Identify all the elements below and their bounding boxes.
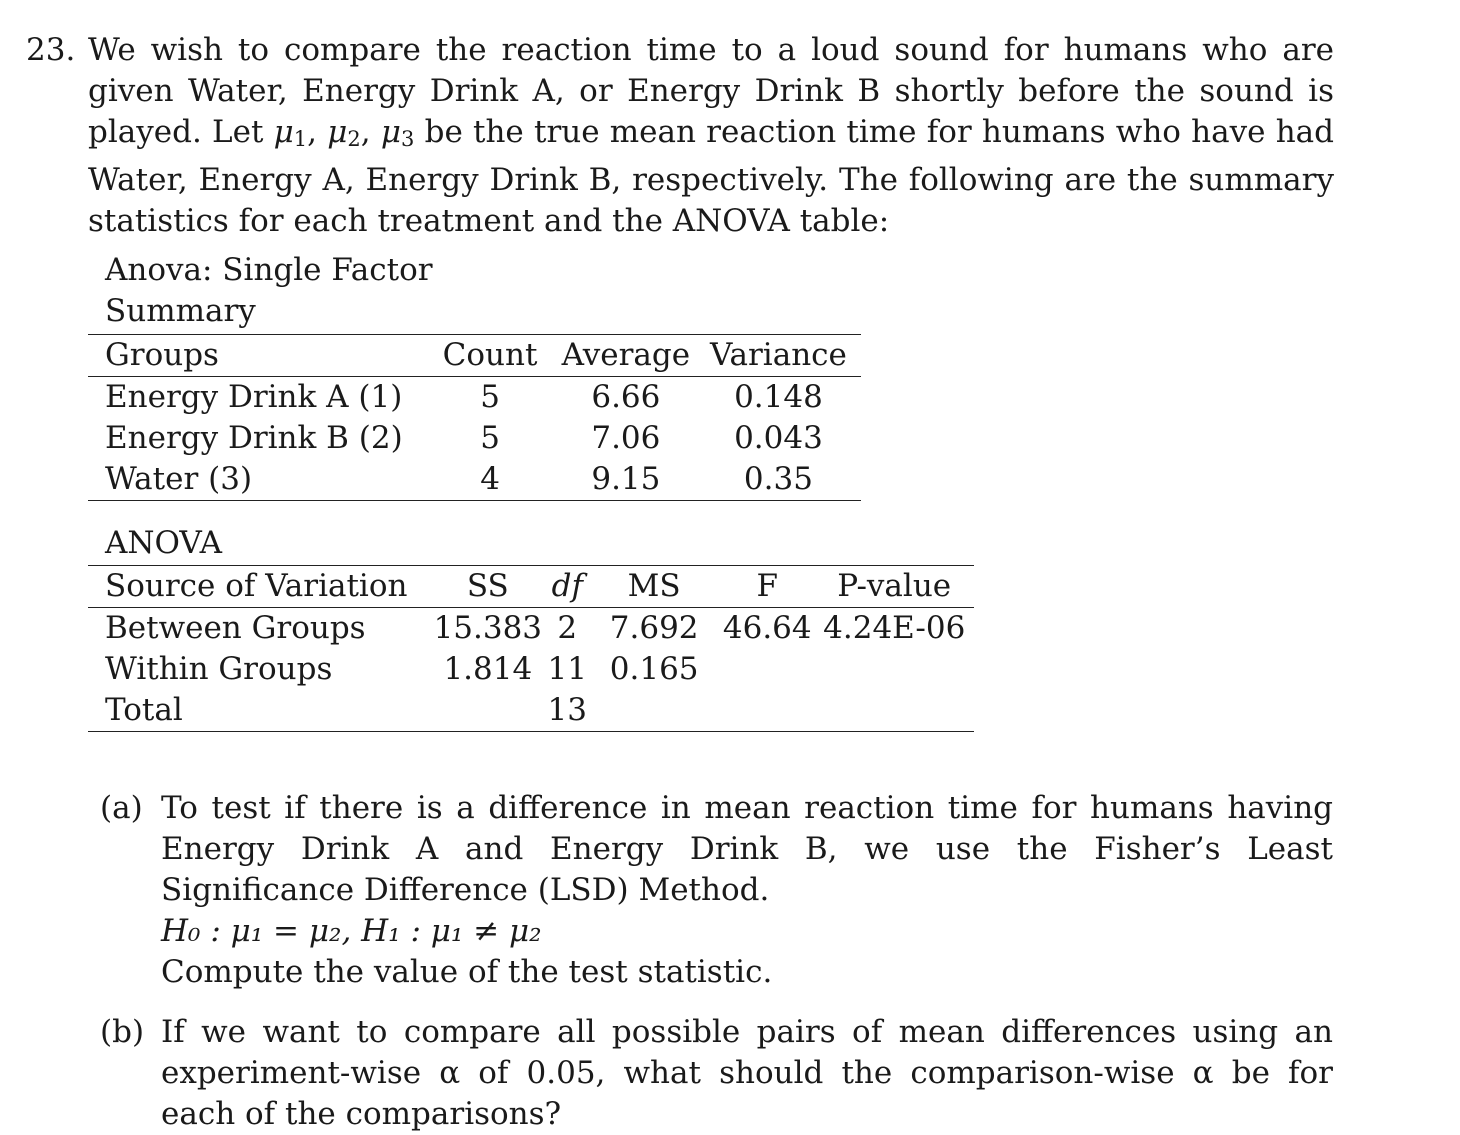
summary-title: Anova: Single Factor	[105, 252, 433, 288]
summary-header-count: Count	[442, 337, 538, 373]
group-name: Energy Drink B (2)	[105, 420, 403, 456]
part-b	[100, 1012, 1336, 1132]
p-value	[814, 690, 974, 732]
p-value	[814, 649, 974, 690]
mu-1: μ1	[273, 114, 308, 151]
anova-header-f: F	[756, 568, 779, 604]
source-label: Between Groups	[105, 610, 366, 646]
group-count: 4	[480, 461, 500, 497]
ss-value	[429, 690, 546, 732]
ss-value: 15.383	[433, 610, 543, 646]
part-b-label: (b)	[100, 1014, 145, 1050]
group-average: 7.06	[591, 420, 661, 456]
mu-3: μ3	[380, 114, 415, 151]
summary-header-average: Average	[561, 337, 691, 373]
ms-value	[588, 690, 720, 732]
p-value: 4.24E-06	[823, 610, 966, 646]
ms-value: 7.692	[609, 610, 699, 646]
part-a-hypothesis: H₀ : μ₁ = μ₂, H₁ : μ₁ ≠ μ₂	[161, 913, 542, 949]
part-a-text: To test if there is a difference in mean reaction time for humans having Energy Drink A and Energy Drink B, we use the Fisher’s Least Significance Difference (LSD) Method.	[161, 790, 1333, 908]
anova-header-row	[88, 566, 974, 608]
group-count: 5	[480, 379, 500, 415]
summary-table	[88, 334, 861, 501]
summary-subtitle: Summary	[105, 293, 256, 329]
group-variance: 0.043	[734, 420, 823, 456]
df-value: 11	[547, 651, 587, 687]
anova-table	[88, 565, 974, 732]
table-row	[88, 649, 974, 690]
f-value	[720, 649, 814, 690]
f-value: 46.64	[722, 610, 812, 646]
mu-2: μ2	[327, 114, 361, 151]
summary-header-groups: Groups	[105, 337, 219, 373]
group-name: Water (3)	[105, 461, 253, 497]
df-value: 2	[557, 610, 578, 646]
question-intro: We wish to compare the reaction time to a loud sound for humans who are given Water, Energy Drink A, or Energy Drink B shortly before the sound is played. Let μ1, μ2, μ3 be the true mean reaction time for humans who have had Water, Energy A, Energy Drink B, respectively. The following are the summary statistics for each treatment and the ANOVA table:	[88, 32, 1334, 239]
intro-text-2: be the true mean reaction time for humans who have had Water, Energy A, Energy Drink B, respectively. The following are the summary statistics for each treatment and the ANOVA table:	[88, 114, 1334, 239]
group-variance: 0.148	[734, 379, 823, 415]
part-b-text: If we want to compare all possible pairs of mean differences using an experiment-wise α of 0.05, what should the comparison-wise α be for each of the comparisons?	[161, 1014, 1333, 1132]
part-a-label: (a)	[100, 790, 143, 826]
part-a-instruction: Compute the value of the test statistic.	[161, 954, 773, 990]
anova-header-ms: MS	[627, 568, 681, 604]
anova-title: ANOVA	[105, 525, 223, 561]
anova-header-df: df	[551, 568, 583, 604]
source-label: Within Groups	[105, 651, 333, 687]
group-average: 6.66	[591, 379, 661, 415]
group-count: 5	[480, 420, 500, 456]
intro-text-1: We wish to compare the reaction time to a loud sound for humans who are given Water, Energy Drink A, or Energy Drink B shortly before the sound is played. Let	[88, 32, 1334, 150]
ss-value: 1.814	[443, 651, 533, 687]
question-number: 23.	[26, 32, 76, 68]
ms-value: 0.165	[609, 651, 699, 687]
table-row	[88, 459, 861, 501]
df-value: 13	[547, 692, 587, 728]
table-row	[88, 690, 974, 732]
source-label: Total	[105, 692, 183, 728]
part-a	[100, 788, 1336, 998]
group-name: Energy Drink A (1)	[105, 379, 403, 415]
table-row	[88, 377, 861, 419]
summary-header-row	[88, 335, 861, 377]
anova-header-pvalue: P-value	[837, 568, 952, 604]
anova-header-source: Source of Variation	[105, 568, 408, 604]
f-value	[720, 690, 814, 732]
summary-header-variance: Variance	[709, 337, 847, 373]
group-variance: 0.35	[743, 461, 813, 497]
table-row	[88, 608, 974, 650]
group-average: 9.15	[591, 461, 661, 497]
table-row	[88, 418, 861, 459]
anova-header-ss: SS	[466, 568, 509, 604]
